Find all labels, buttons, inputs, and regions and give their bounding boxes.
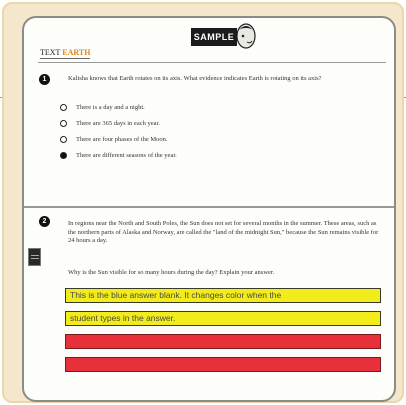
- breadcrumb-highlight: EARTH: [62, 48, 91, 57]
- radio-button[interactable]: [60, 104, 67, 111]
- section-divider: [24, 206, 396, 208]
- logo-face-icon: [235, 22, 257, 50]
- radio-button[interactable]: [60, 136, 67, 143]
- question-1-number: 1: [39, 74, 50, 85]
- worksheet: [22, 16, 396, 402]
- question-1-option-b[interactable]: [60, 120, 160, 127]
- page-frame: [2, 2, 404, 403]
- answer-line-4[interactable]: [65, 357, 381, 372]
- option-label: There are 365 days in each year.: [76, 120, 160, 127]
- radio-button[interactable]: [60, 120, 67, 127]
- answer-line-2[interactable]: student types in the answer.: [65, 311, 381, 326]
- header-divider: [38, 62, 386, 63]
- radio-button-selected[interactable]: [60, 152, 67, 159]
- question-2-passage: In regions near the North and South Poles, the Sun does not set for several months in the summer. These areas, such as the northern parts of Alaska and Norway, are called the "land of the midnight Sun," because the Sun remains visible for 24 hours a day.: [68, 220, 379, 244]
- option-label: There is a day and a night.: [76, 104, 145, 111]
- question-1-option-a[interactable]: [60, 104, 145, 111]
- question-2-number: 2: [39, 216, 50, 227]
- side-tab-icon[interactable]: [28, 248, 41, 266]
- question-1-option-c[interactable]: [60, 136, 168, 143]
- question-1-prompt: Kalisha knows that Earth rotates on its axis. What evidence indicates Earth is rotating on its axis?: [68, 75, 322, 82]
- option-label: There are different seasons of the year.: [76, 152, 177, 159]
- answer-line-1[interactable]: This is the blue answer blank. It changes color when the: [65, 288, 381, 303]
- breadcrumb: [40, 48, 90, 59]
- question-2-prompt: Why is the Sun visible for so many hours during the day? Explain your answer.: [68, 269, 275, 276]
- question-1-option-d[interactable]: [60, 152, 177, 159]
- logo: SAMPLE: [191, 28, 237, 46]
- option-label: There are four phases of the Moon.: [76, 136, 168, 143]
- answer-line-3[interactable]: [65, 334, 381, 349]
- breadcrumb-prefix: TEXT: [40, 48, 61, 57]
